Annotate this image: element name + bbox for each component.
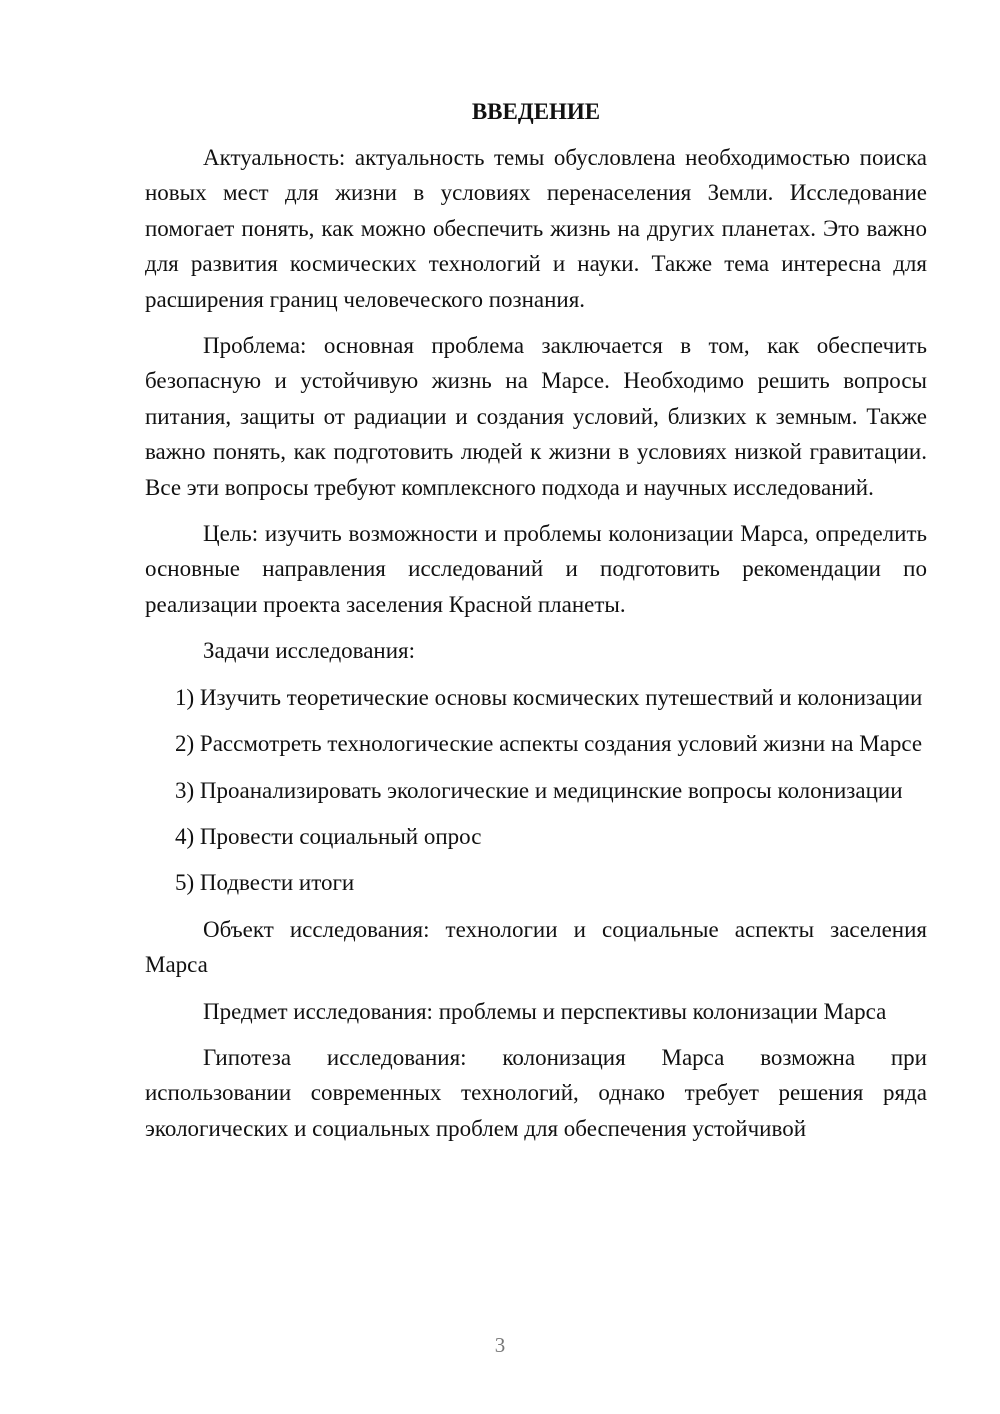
page-number: 3 (494, 1333, 506, 1357)
task-item: 4) Провести социальный опрос (175, 823, 482, 849)
section-title: ВВЕДЕНИЕ (471, 99, 601, 124)
task-item: 2) Рассмотреть технологические аспекты создания условий жизни на Марсе (175, 731, 923, 757)
goal-paragraph: Цель: изучить возможности и проблемы колонизации Марса, определить основные направления исследований и подготовить рекомендации по реализации проекта заселения Красной планеты. (145, 521, 927, 617)
subject-paragraph: Предмет исследования: проблемы и перспективы колонизации Марса (203, 998, 887, 1024)
problem-paragraph: Проблема: основная проблема заключается в том, как обеспечить безопасную и устойчивую жизнь на Марсе. Необходимо решить вопросы питания, защиты от радиации и создания условий, близких к земным. Также важно понять, как подготовить людей к жизни в условиях низкой гравитации. Все эти вопросы требуют комплексного подхода и научных исследований. (145, 333, 927, 500)
task-item: 5) Подвести итоги (175, 870, 355, 896)
page-content (145, 94, 927, 1157)
tasks-heading: Задачи исследования: (203, 638, 416, 664)
hypothesis-paragraph: Гипотеза исследования: колонизация Марса возможна при использовании современных технологий, однако требует решения ряда экологических и социальных проблем для обеспечения устойчивой (145, 1044, 927, 1141)
task-item: 1) Изучить теоретические основы космических путешествий и колонизации (175, 684, 923, 710)
task-item: 3) Проанализировать экологические и медицинские вопросы колонизации (175, 777, 903, 803)
relevance-paragraph: Актуальность: актуальность темы обусловлена необходимостью поиска новых мест для жизни в условиях перенаселения Земли. Исследование помогает понять, как можно обеспечить жизнь на других планетах. Это важно для развития космических технологий и науки. Также тема интересна для расширения границ человеческого познания. (145, 145, 927, 312)
object-paragraph: Объект исследования: технологии и социальные аспекты заселения Марса (145, 916, 927, 978)
